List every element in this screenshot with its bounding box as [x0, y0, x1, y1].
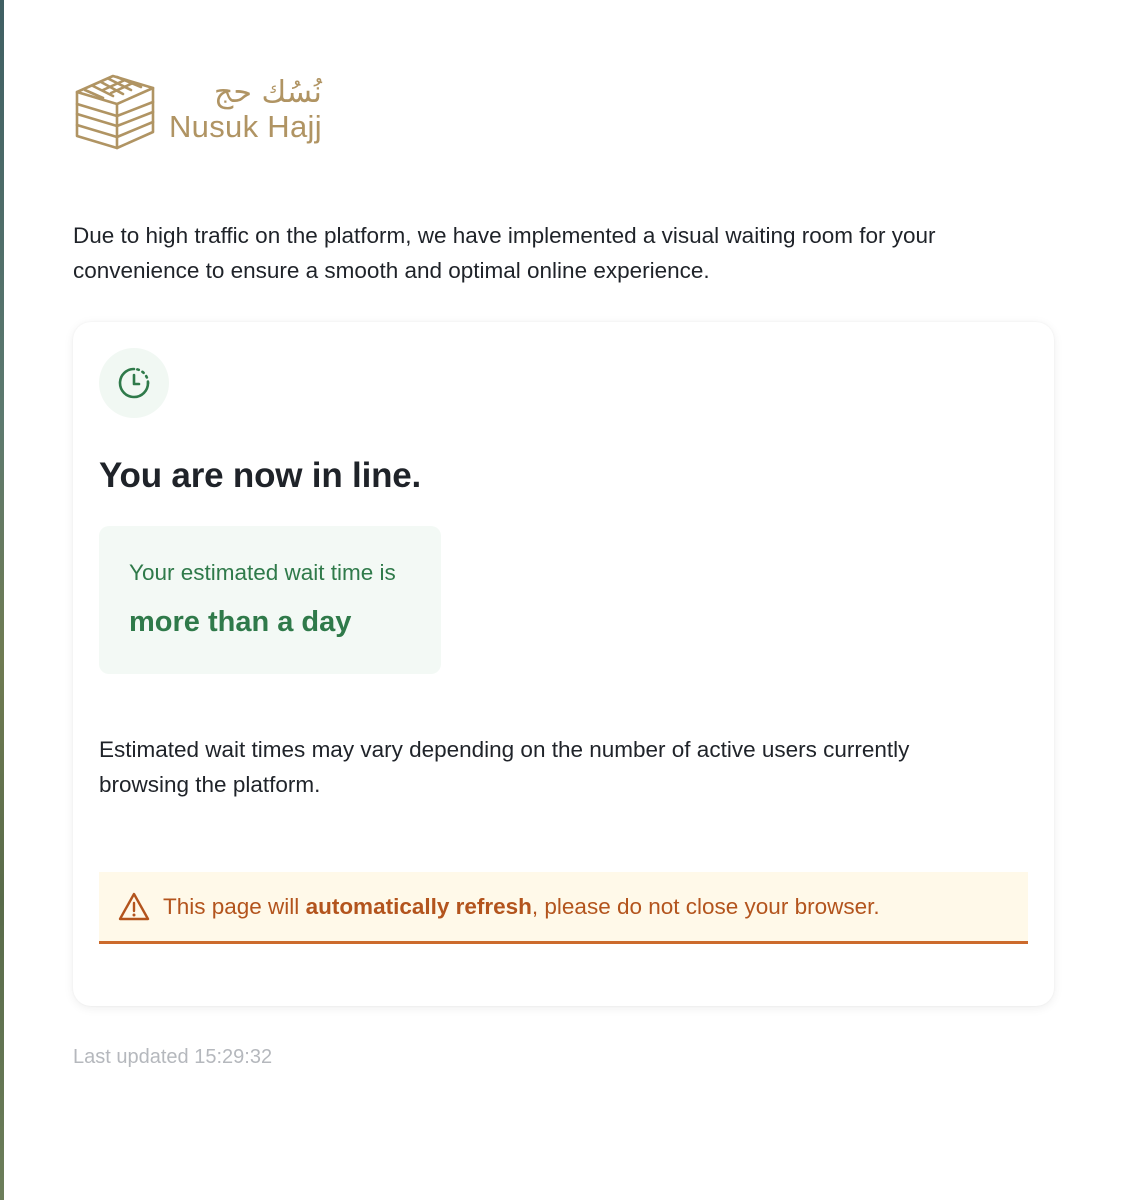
- alert-message: [163, 894, 880, 920]
- intro-message: Due to high traffic on the platform, we have implemented a visual waiting room for your convenience to ensure a smooth and optimal online experience.: [73, 223, 936, 283]
- logo-arabic-text: نُسُك حج: [214, 75, 322, 110]
- alert-emphasis: automatically refresh: [305, 893, 532, 919]
- wait-time-value: more than a day: [129, 606, 352, 638]
- queue-title: You are now in line.: [99, 456, 422, 495]
- wait-time-box: [99, 526, 441, 674]
- refresh-alert: [99, 872, 1028, 944]
- kaaba-logo-icon: [73, 68, 157, 152]
- clock-badge: [99, 348, 169, 418]
- wait-time-note: Estimated wait times may vary depending on the number of active users currently browsing the platform.: [99, 737, 910, 797]
- alert-suffix: , please do not close your browser.: [531, 893, 880, 919]
- last-updated-text: Last updated 15:29:32: [73, 1046, 273, 1068]
- logo-latin-text: Nusuk Hajj: [169, 109, 322, 144]
- alert-prefix: This page will: [163, 893, 306, 919]
- wait-time-label: Your estimated wait time is: [129, 560, 396, 585]
- nusuk-hajj-logo: [73, 68, 343, 152]
- warning-icon: [117, 890, 151, 924]
- queue-status-card: [73, 322, 1054, 1006]
- clock-icon: [117, 366, 151, 400]
- background-edge: [0, 0, 4, 1200]
